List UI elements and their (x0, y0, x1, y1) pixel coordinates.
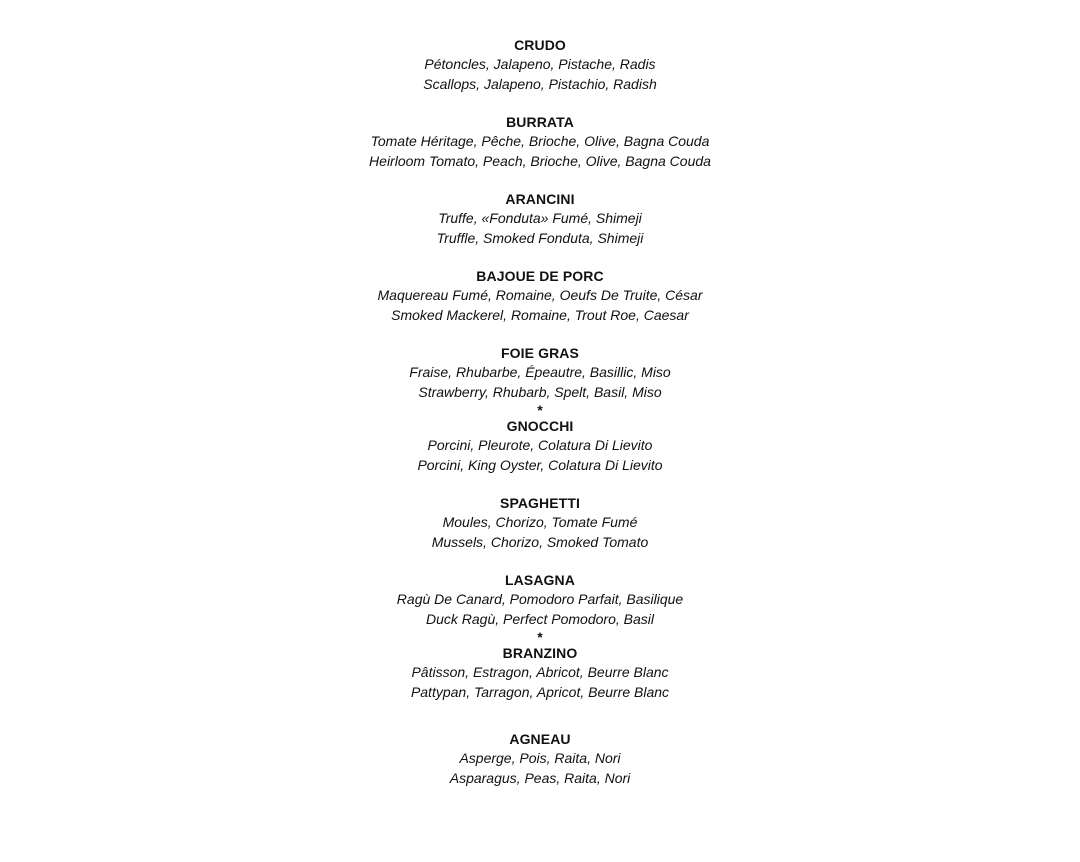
dish-title: FOIE GRAS (501, 345, 579, 361)
dish-title: BURRATA (506, 114, 574, 130)
menu-item-crudo (0, 36, 1080, 94)
dish-description-en: Asparagus, Peas, Raita, Nori (449, 769, 631, 786)
dish-description-fr: Porcini, Pleurote, Colatura Di Lievito (427, 437, 653, 453)
dish-description-fr: Tomate Héritage, Pêche, Brioche, Olive, Bagna Couda (370, 133, 710, 149)
dish-description-fr: Pétoncles, Jalapeno, Pistache, Radis (424, 56, 656, 72)
menu-item-gnocchi (0, 417, 1080, 475)
menu-item-agneau (0, 730, 1080, 788)
dish-title: AGNEAU (509, 731, 571, 747)
menu-item-bajoue-de-porc (0, 267, 1080, 325)
menu-list (0, 36, 1080, 788)
menu-item-lasagna (0, 571, 1080, 629)
menu-item-foie-gras (0, 344, 1080, 402)
dish-description-en: Strawberry, Rhubarb, Spelt, Basil, Miso (418, 383, 662, 400)
menu-item-spaghetti (0, 494, 1080, 552)
course-separator: * (537, 402, 543, 418)
dish-description-en: Porcini, King Oyster, Colatura Di Lievito (417, 456, 663, 473)
dish-description-en: Heirloom Tomato, Peach, Brioche, Olive, Bagna Couda (369, 152, 711, 169)
dish-title: SPAGHETTI (500, 495, 580, 511)
dish-title: BAJOUE DE PORC (476, 268, 604, 284)
dish-description-en: Smoked Mackerel, Romaine, Trout Roe, Caesar (391, 306, 689, 323)
dish-description-fr: Fraise, Rhubarbe, Épeautre, Basillic, Miso (409, 364, 671, 380)
dish-description-en: Truffle, Smoked Fonduta, Shimeji (436, 229, 644, 246)
dish-description-fr: Ragù De Canard, Pomodoro Parfait, Basilique (396, 591, 684, 607)
dish-description-fr: Asperge, Pois, Raita, Nori (459, 750, 621, 766)
dish-description-en: Mussels, Chorizo, Smoked Tomato (431, 533, 649, 550)
dish-description-fr: Pâtisson, Estragon, Abricot, Beurre Blanc (411, 664, 669, 680)
menu-item-branzino (0, 644, 1080, 702)
dish-description-fr: Moules, Chorizo, Tomate Fumé (442, 514, 638, 530)
menu-item-burrata (0, 113, 1080, 171)
course-separator: * (537, 629, 543, 645)
dish-description-en: Scallops, Jalapeno, Pistachio, Radish (423, 75, 657, 92)
dish-description-en: Pattypan, Tarragon, Apricot, Beurre Blanc (410, 683, 670, 700)
menu-item-arancini (0, 190, 1080, 248)
dish-title: BRANZINO (502, 645, 578, 661)
dish-title: LASAGNA (505, 572, 575, 588)
dish-title: CRUDO (514, 37, 566, 53)
dish-description-fr: Maquereau Fumé, Romaine, Oeufs De Truite, César (377, 287, 703, 303)
dish-title: ARANCINI (505, 191, 575, 207)
dish-description-en: Duck Ragù, Perfect Pomodoro, Basil (426, 610, 654, 627)
dish-description-fr: Truffe, «Fonduta» Fumé, Shimeji (438, 210, 642, 226)
dish-title: GNOCCHI (506, 418, 574, 434)
